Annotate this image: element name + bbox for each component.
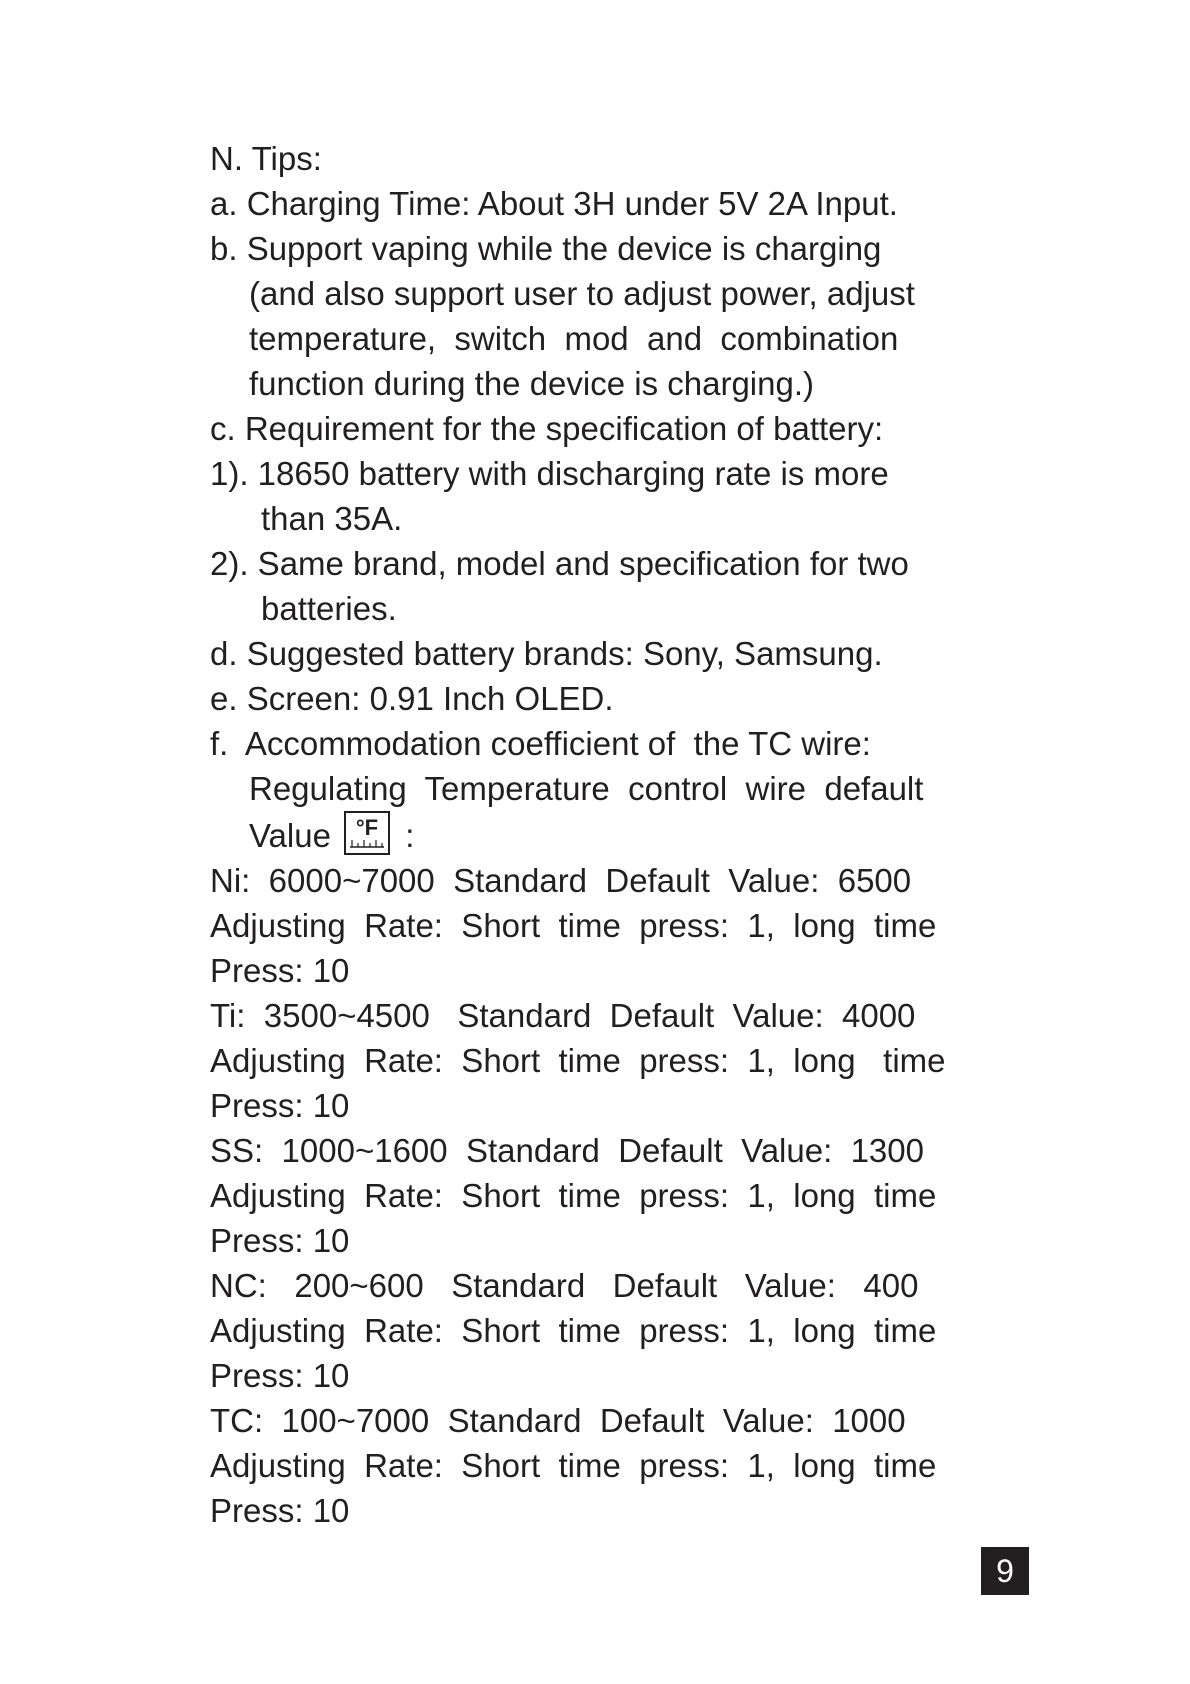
tip-c2-line2: batteries.: [261, 590, 397, 627]
tip-f-line1: f. Accommodation coefficient of the TC wire:: [210, 725, 871, 762]
tip-b-line4: function during the device is charging.): [249, 365, 814, 402]
wire-ss-rate: Adjusting Rate: Short time press: 1, long time: [210, 1177, 937, 1214]
wire-tc-range: TC: 100~7000 Standard Default Value: 1000: [210, 1402, 906, 1439]
tip-e: e. Screen: 0.91 Inch OLED.: [210, 680, 614, 717]
wire-tc-rate: Adjusting Rate: Short time press: 1, long time: [210, 1447, 937, 1484]
section-heading: N. Tips:: [210, 140, 322, 177]
wire-ni-range: Ni: 6000~7000 Standard Default Value: 6500: [210, 862, 912, 899]
fahrenheit-glyph: °F: [356, 815, 379, 840]
wire-ss-press: Press: 10: [210, 1222, 350, 1259]
wire-nc-press: Press: 10: [210, 1357, 350, 1394]
wire-ti-rate: Adjusting Rate: Short time press: 1, long time: [210, 1042, 946, 1079]
page-number: 9: [981, 1547, 1029, 1595]
wire-tc-press: Press: 10: [210, 1492, 350, 1529]
fahrenheit-scale-icon: [344, 811, 390, 855]
tip-b-line2: (and also support user to adjust power, adjust: [249, 275, 915, 312]
tip-c2-line1: 2). Same brand, model and specification for two: [210, 545, 909, 582]
wire-ss-range: SS: 1000~1600 Standard Default Value: 1300: [210, 1132, 924, 1169]
tip-a: a. Charging Time: About 3H under 5V 2A Input.: [210, 185, 898, 222]
wire-nc-range: NC: 200~600 Standard Default Value: 400: [210, 1267, 919, 1304]
wire-ti-press: Press: 10: [210, 1087, 350, 1124]
tip-b-line3: temperature, switch mod and combination: [249, 320, 899, 357]
tips-section: [210, 136, 990, 1533]
tip-c1-line2: than 35A.: [261, 500, 403, 537]
wire-ti-range: Ti: 3500~4500 Standard Default Value: 4000: [210, 997, 916, 1034]
value-colon: :: [405, 817, 415, 854]
value-label: Value: [249, 817, 331, 854]
wire-ni-press: Press: 10: [210, 952, 350, 989]
tip-d: d. Suggested battery brands: Sony, Samsung.: [210, 635, 883, 672]
tip-b-line1: b. Support vaping while the device is charging: [210, 230, 882, 267]
wire-ni-rate: Adjusting Rate: Short time press: 1, long time: [210, 907, 937, 944]
tip-c: c. Requirement for the specification of battery:: [210, 410, 884, 447]
tip-f-line3: [210, 811, 990, 858]
tip-f-line2: Regulating Temperature control wire default: [249, 770, 924, 807]
wire-nc-rate: Adjusting Rate: Short time press: 1, long time: [210, 1312, 937, 1349]
tip-c1-line1: 1). 18650 battery with discharging rate is more: [210, 455, 889, 492]
